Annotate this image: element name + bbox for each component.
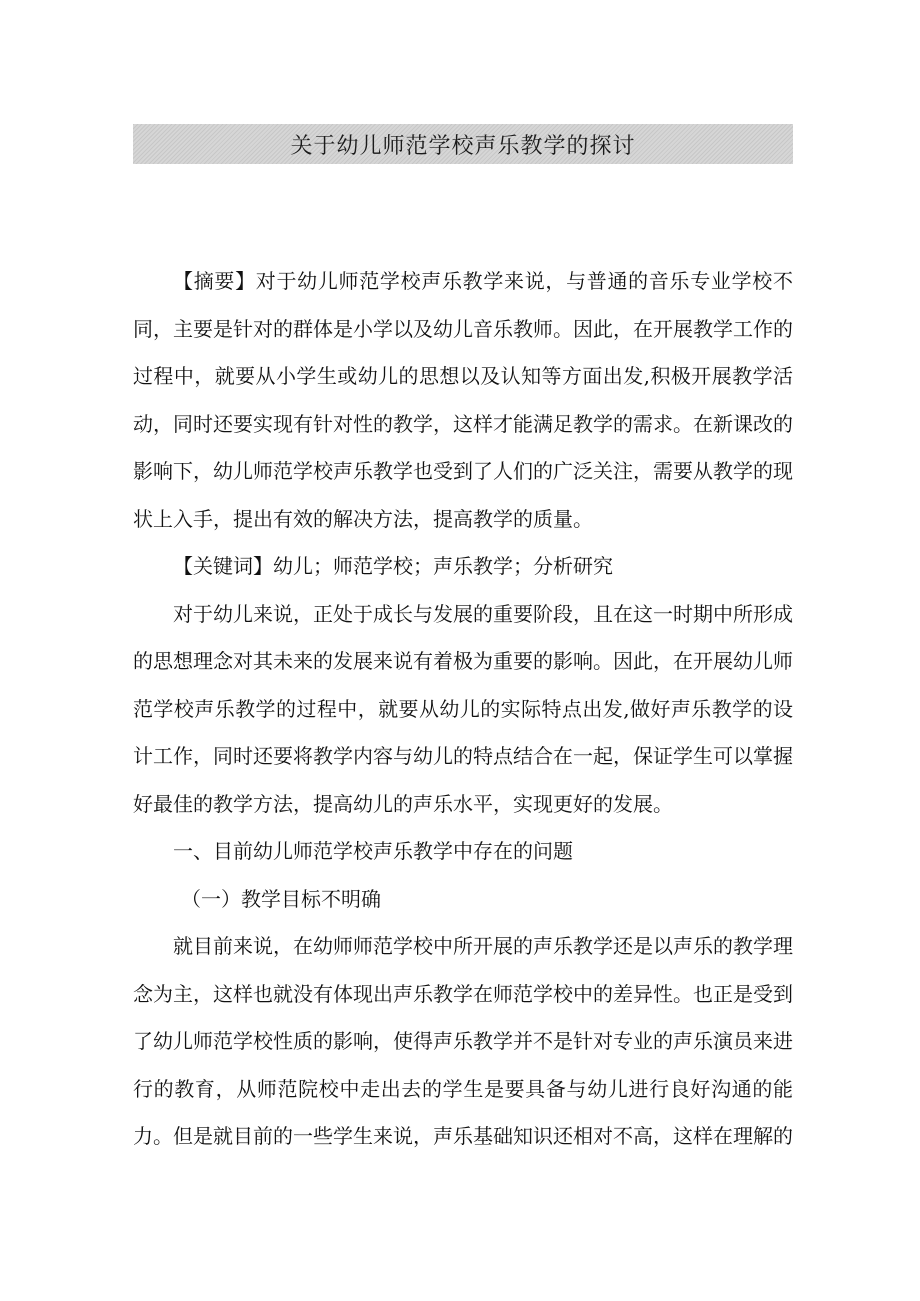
section-heading: 一、目前幼儿师范学校声乐教学中存在的问题 (173, 839, 573, 863)
keywords-paragraph: 【关键词】幼儿；师范学校；声乐教学；分析研究 (173, 554, 613, 578)
subsection-body-paragraph: 就目前来说，在幼师师范学校中所开展的声乐教学还是以声乐的教学理念为主，这样也就没有体现出声乐教学在师范学校中的差异性。也正是受到了幼儿师范学校性质的影响，使得声乐教学并不是针对专业的声乐演员来进行的教育，从师范院校中走出去的学生是要具备与幼儿进行良好沟通的能力。但是就目前的一些学生来说，声乐基础知识还相对不高，这样在理解的 (133, 934, 793, 1148)
document-body (133, 258, 793, 1161)
intro-paragraph: 对于幼儿来说，正处于成长与发展的重要阶段，且在这一时期中所形成的思想理念对其未来的发展来说有着极为重要的影响。因此，在开展幼儿师范学校声乐教学的过程中，就要从幼儿的实际特点出发,做好声乐教学的设计工作，同时还要将教学内容与幼儿的特点结合在一起，保证学生可以掌握好最佳的教学方法，提高幼儿的声乐水平，实现更好的发展。 (133, 601, 793, 816)
subsection-heading: （一）教学目标不明确 (181, 886, 381, 911)
document-title: 关于幼儿师范学校声乐教学的探讨 (290, 133, 636, 159)
abstract-paragraph: 【摘要】对于幼儿师范学校声乐教学来说，与普通的音乐专业学校不同，主要是针对的群体是小学以及幼儿音乐教师。因此，在开展教学工作的过程中，就要从小学生或幼儿的思想以及认知等方面出发,积极开展教学活动，同时还要实现有针对性的教学，这样才能满足教学的需求。在新课改的影响下，幼儿师范学校声乐教学也受到了人们的广泛关注，需要从教学的现状上入手，提出有效的解决方法，提高教学的质量。 (133, 269, 793, 531)
title-banner (133, 124, 793, 164)
